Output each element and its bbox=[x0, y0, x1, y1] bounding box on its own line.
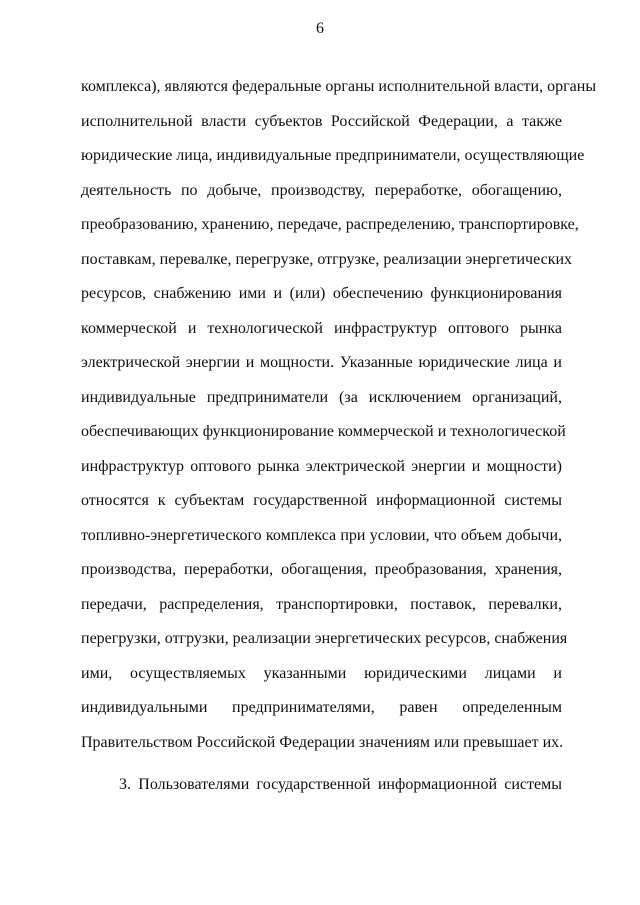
text-line: перегрузки, отгрузки, реализации энергетических ресурсов, снабжения bbox=[81, 630, 568, 647]
text-line: поставкам, перевалке, перегрузке, отгрузке, реализации энергетических bbox=[81, 250, 573, 268]
text-line: производства, переработки, обогащения, преобразования, хранения, bbox=[81, 561, 562, 578]
paragraph-3-first-line: 3. Пользователями государственной информационной системы bbox=[119, 776, 562, 793]
text-line: индивидуальными предпринимателями, равен определенным bbox=[81, 699, 562, 716]
text-line: индивидуальные предприниматели (за исключением организаций, bbox=[81, 388, 562, 406]
text-line: деятельность по добыче, производству, переработке, обогащению, bbox=[81, 181, 562, 199]
text-line: комплекса), являются федеральные органы исполнительной власти, органы bbox=[81, 78, 597, 95]
text-line: Правительством Российской Федерации значениям или превышает их. bbox=[81, 733, 564, 751]
paragraph-continuation bbox=[81, 76, 597, 766]
text-line: коммерческой и технологической инфраструктур оптового рынка bbox=[81, 319, 562, 337]
text-line: топливно-энергетического комплекса при условии, что объем добычи, bbox=[81, 526, 562, 544]
text-line: ими, осуществляемых указанными юридическими лицами и bbox=[81, 664, 562, 682]
text-line: инфраструктур оптового рынка электрической энергии и мощности) bbox=[81, 457, 562, 475]
text-line: юридические лица, индивидуальные предприниматели, осуществляющие bbox=[81, 147, 585, 164]
text-line: передачи, распределения, транспортировки, поставок, перевалки, bbox=[81, 595, 562, 613]
text-line: обеспечивающих функционирование коммерческой и технологической bbox=[81, 423, 566, 440]
text-line: электрической энергии и мощности. Указанные юридические лица и bbox=[81, 354, 562, 371]
text-line: ресурсов, снабжению ими и (или) обеспечению функционирования bbox=[81, 285, 562, 302]
page-number: 6 bbox=[316, 20, 324, 37]
text-line: исполнительной власти субъектов Российской Федерации, а также bbox=[81, 112, 562, 130]
text-line: относятся к субъектам государственной информационной системы bbox=[81, 492, 562, 509]
text-line: преобразованию, хранению, передаче, распределению, транспортировке, bbox=[81, 216, 579, 233]
